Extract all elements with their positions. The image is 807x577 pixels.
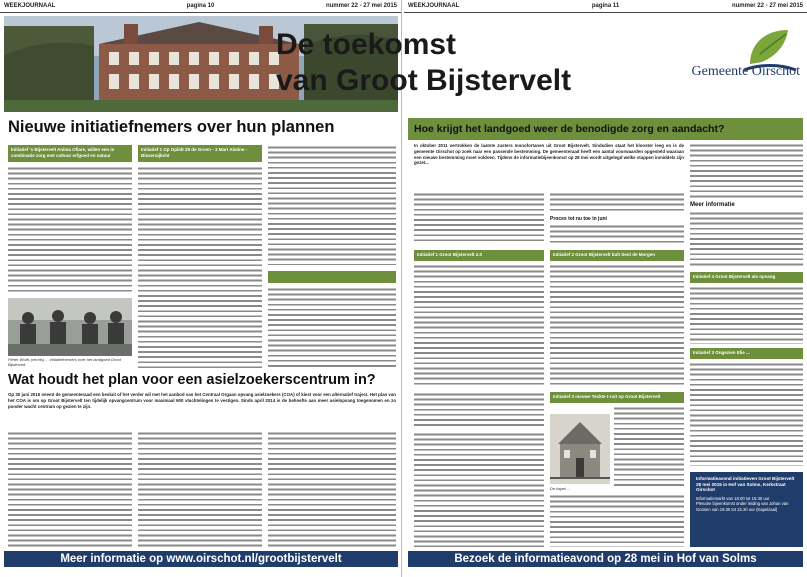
info-evening-item-2: Plenaire bijeenkomst onder leiding van Johan van Goosen van 19.30 tot 22.30 uur (Kapelzaal) xyxy=(696,501,789,512)
left-strip-publication: WEEKJOURNAAL xyxy=(4,3,56,9)
chapel-photo xyxy=(550,414,610,484)
left-strip-issue: nummer 22 - 27 mei 2015 xyxy=(325,3,397,9)
right-intro-col-2b xyxy=(550,224,684,244)
left-bottom-col-3 xyxy=(268,431,396,547)
right-side-box-1: Initiatief 4 Groot Bijstervelt als opvang xyxy=(690,272,803,283)
right-init-3-text-b xyxy=(550,494,684,547)
gemeente-logo-text: Gemeente Oirschot xyxy=(691,64,800,79)
people-photo-caption: Pieter Wolfs (rechts) ... initiatiefnemers over het landgoed Groot Bijstervelt xyxy=(8,357,121,367)
left-column-3b-text xyxy=(268,287,396,369)
left-lead-paragraph: Op 30 juni 2015 neemt de gemeenteraad een besluit of het verder wil met het aanbod van het Centraal Orgaan opvang asielzoekers (COA) of kiest voor een alternatief traject. Het plan van het COA is om op Groot Bijstervelt ten tijdelijk opvangcentrum voor maximaal 600 vluchtelingen te vestigen. Sinds april 2014 is de behoefte aan meer asielopvang toegenomen en zo ponder wacht centrum op gezien te zijn. xyxy=(8,392,396,409)
right-side-col-lower xyxy=(690,362,803,466)
people-photo xyxy=(8,298,132,356)
right-initiative-box-1: Initiatief 1 Groot Bijstervelt 2.0 xyxy=(414,250,544,261)
main-title-line-1: De toekomst xyxy=(276,28,457,61)
info-evening-item-1: Informatiemarkt van 18.00 tot 19.30 uur xyxy=(696,495,770,501)
info-evening-list xyxy=(696,496,797,513)
left-page-header-strip xyxy=(0,0,401,13)
right-intro-col-1 xyxy=(414,192,544,244)
right-side-col-top xyxy=(690,143,803,199)
info-evening-title: Informatieavond initiatieven Groot Bijstervelt 28 mei 2015 in Hof van Solms, Kerkstraat Oirschot xyxy=(696,476,795,493)
right-init-1b-text xyxy=(414,392,544,428)
right-bottom-info-bar: Bezoek de informatieavond op 28 mei in Hof van Solms xyxy=(408,551,803,567)
right-page xyxy=(276,0,807,577)
left-column-3-text xyxy=(268,145,396,265)
right-side-col-more-info xyxy=(690,211,803,267)
info-evening-box xyxy=(690,472,803,547)
right-init-1c-text xyxy=(414,432,544,547)
left-initiative-box-2: Initiatief 1 Op Oplidt 28 de Groen - 3 Mart Alstine - Bisseruijbcht xyxy=(138,145,262,162)
left-headline-asylum-plan: Wat houdt het plan voor een asielzoekerscentrum in? xyxy=(8,372,376,388)
chapel-photo-caption: De kapel ... xyxy=(550,486,571,491)
right-strip-issue: nummer 22 - 27 mei 2015 xyxy=(731,3,804,9)
right-init-1-text xyxy=(414,264,544,388)
right-strip-page-number: pagina 11 xyxy=(591,3,620,9)
left-bottom-info-bar: Meer informatie op www.oirschot.nl/grootbijstervelt xyxy=(4,551,398,567)
left-strip-page-number: pagina 10 xyxy=(186,3,215,9)
right-init-3-text-a xyxy=(614,406,684,486)
left-initiative-box-1: Initiatief 's Bijstervelt Anima Ofiare, willen een in combinatie zorg met cultuur erfgoed en natuur xyxy=(8,145,132,162)
right-strip-publication: WEEKJOURNAAL xyxy=(408,3,460,9)
left-bottom-col-2 xyxy=(138,431,262,547)
right-init-2-text xyxy=(550,264,684,388)
gemeente-logo xyxy=(600,24,800,94)
people-photo-illustration xyxy=(8,298,132,356)
right-green-banner-heading: Hoe krijgt het landgoed weer de benodigde zorg en aandacht? xyxy=(414,123,725,135)
chapel-photo-illustration xyxy=(550,414,610,484)
left-headline-new-initiators: Nieuwe initiatiefnemers over hun plannen xyxy=(8,118,335,136)
right-side-col-mid xyxy=(690,286,803,344)
left-column-1-text xyxy=(8,166,132,294)
right-side-heading-more-info: Meer informatie xyxy=(690,202,735,208)
right-subhead-process: Proces tot nu toe in juni xyxy=(550,216,607,222)
left-initiative-box-3 xyxy=(268,271,396,283)
right-intro-col-2 xyxy=(550,192,684,214)
right-page-header-strip xyxy=(404,0,807,13)
right-initiative-box-2: Initiatief 2 Groot Bijstervelt bult Sent de Morgen xyxy=(550,250,684,261)
left-bottom-col-1 xyxy=(8,431,132,547)
right-initiative-box-3: Initiatief 3 nieuwe Teckte t-ruit op Groot Bijstervelt xyxy=(550,392,684,403)
right-side-box-2: Initiatief 3 Ongezien Elie ... xyxy=(690,348,803,359)
left-column-2-text xyxy=(138,166,262,369)
main-title-line-2: van Groot Bijstervelt xyxy=(276,64,572,97)
right-lead-paragraph: In oktober 2011 vertrokken de laatste zusters monofortanen uit Groot Bijstervelt. Sindsdien staat het klooster leeg en is de gemeente Oirschot op zoek naar een passende bestemming. De gemeenteraad heeft een aantal voorwaarden opgesteld waaraan een nieuwe bestemming moet voldoen. Tijdens de informatiebijeenkomst op 28 mei wordt uitgelegd welke stappen inmiddels zijn gezet... xyxy=(414,143,684,166)
